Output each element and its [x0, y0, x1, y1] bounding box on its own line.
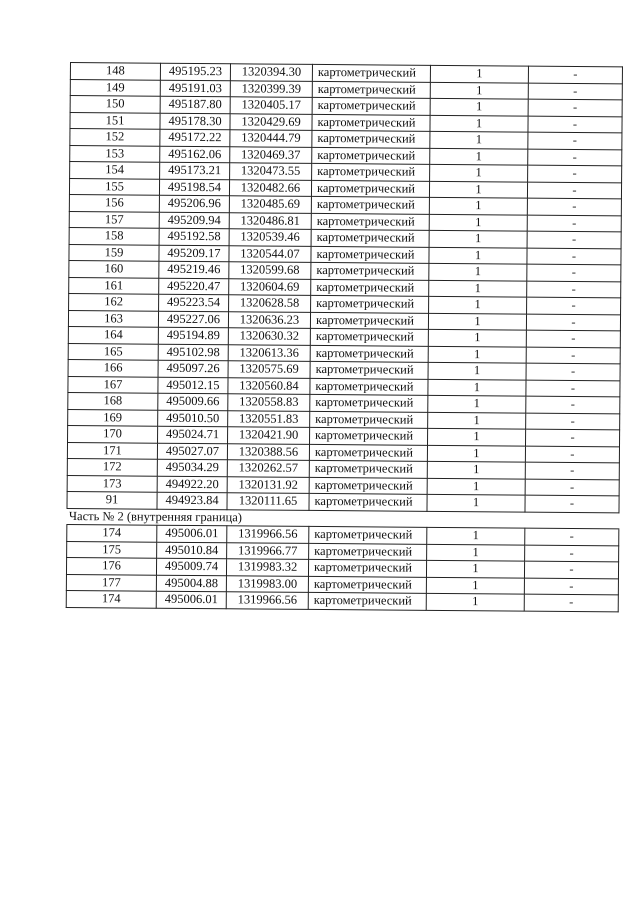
method-cell: картометрический: [311, 213, 429, 230]
description-cell: -: [528, 165, 622, 182]
x-coordinate-cell: 495034.29: [157, 459, 227, 476]
point-number-cell: 165: [68, 343, 158, 360]
method-cell: картометрический: [312, 114, 430, 131]
point-number-cell: 175: [67, 541, 157, 558]
description-cell: -: [526, 347, 620, 364]
x-coordinate-cell: 495009.66: [158, 393, 228, 410]
y-coordinate-cell: 1320482.66: [229, 179, 311, 196]
description-cell: -: [528, 149, 622, 166]
y-coordinate-cell: 1320544.07: [229, 245, 311, 262]
accuracy-cell: 1: [428, 379, 526, 396]
x-coordinate-cell: 495006.01: [156, 591, 226, 608]
description-cell: -: [526, 413, 620, 430]
y-coordinate-cell: 1320388.56: [227, 443, 309, 460]
method-cell: картометрический: [312, 64, 430, 81]
point-number-cell: 163: [68, 310, 158, 327]
point-number-cell: 159: [69, 244, 159, 261]
y-coordinate-cell: 1320628.58: [229, 295, 311, 312]
y-coordinate-cell: 1320613.36: [228, 344, 310, 361]
x-coordinate-cell: 495209.94: [159, 212, 229, 229]
y-coordinate-cell: 1320485.69: [229, 196, 311, 213]
x-coordinate-cell: 495162.06: [160, 146, 230, 163]
accuracy-cell: 1: [426, 560, 524, 577]
point-number-cell: 177: [66, 574, 156, 591]
point-number-cell: 157: [69, 211, 159, 228]
method-cell: картометрический: [308, 559, 426, 576]
point-number-cell: 155: [69, 178, 159, 195]
accuracy-cell: 1: [427, 494, 525, 511]
y-coordinate-cell: 1320131.92: [227, 476, 309, 493]
accuracy-cell: 1: [430, 98, 528, 115]
point-number-cell: 151: [70, 112, 160, 129]
method-cell: картометрический: [311, 279, 429, 296]
point-number-cell: 170: [68, 425, 158, 442]
description-cell: -: [525, 446, 619, 463]
accuracy-cell: 1: [430, 148, 528, 165]
y-coordinate-cell: 1320636.23: [228, 311, 310, 328]
y-coordinate-cell: 1320551.83: [228, 410, 310, 427]
accuracy-cell: 1: [427, 445, 525, 462]
y-coordinate-cell: 1320473.55: [230, 163, 312, 180]
point-number-cell: 173: [67, 475, 157, 492]
accuracy-cell: 1: [429, 214, 527, 231]
y-coordinate-cell: 1319966.56: [226, 592, 308, 609]
x-coordinate-cell: 495223.54: [159, 294, 229, 311]
accuracy-cell: 1: [427, 544, 525, 561]
accuracy-cell: 1: [429, 296, 527, 313]
x-coordinate-cell: 495009.74: [156, 558, 226, 575]
accuracy-cell: 1: [429, 263, 527, 280]
accuracy-cell: 1: [430, 82, 528, 99]
point-number-cell: 152: [70, 129, 160, 146]
method-cell: картометрический: [310, 312, 428, 329]
y-coordinate-cell: 1319983.00: [226, 575, 308, 592]
accuracy-cell: 1: [430, 115, 528, 132]
method-cell: картометрический: [309, 526, 427, 543]
method-cell: картометрический: [309, 543, 427, 560]
accuracy-cell: 1: [426, 577, 524, 594]
point-number-cell: 161: [69, 277, 159, 294]
y-coordinate-cell: 1320394.30: [230, 64, 312, 81]
accuracy-cell: 1: [428, 428, 526, 445]
description-cell: -: [526, 363, 620, 380]
point-number-cell: 166: [68, 359, 158, 376]
method-cell: картометрический: [310, 411, 428, 428]
coordinates-table: [66, 62, 623, 612]
x-coordinate-cell: 495192.58: [159, 228, 229, 245]
point-number-cell: 156: [69, 194, 159, 211]
accuracy-cell: 1: [428, 346, 526, 363]
x-coordinate-cell: 495227.06: [158, 311, 228, 328]
accuracy-cell: 1: [428, 313, 526, 330]
accuracy-cell: 1: [428, 329, 526, 346]
y-coordinate-cell: 1320604.69: [229, 278, 311, 295]
y-coordinate-cell: 1320469.37: [230, 146, 312, 163]
description-cell: -: [527, 248, 621, 265]
coordinates-document: [66, 62, 622, 612]
x-coordinate-cell: 495220.47: [159, 278, 229, 295]
point-number-cell: 149: [70, 79, 160, 96]
x-coordinate-cell: 495010.84: [157, 542, 227, 559]
description-cell: -: [526, 330, 620, 347]
method-cell: картометрический: [311, 229, 429, 246]
x-coordinate-cell: 495198.54: [159, 179, 229, 196]
method-cell: картометрический: [308, 592, 426, 609]
accuracy-cell: 1: [429, 247, 527, 264]
accuracy-cell: 1: [429, 280, 527, 297]
point-number-cell: 160: [69, 260, 159, 277]
x-coordinate-cell: 495178.30: [160, 113, 230, 130]
description-cell: -: [526, 314, 620, 331]
y-coordinate-cell: 1320399.39: [230, 80, 312, 97]
x-coordinate-cell: 495012.15: [158, 377, 228, 394]
description-cell: -: [527, 182, 621, 199]
x-coordinate-cell: 495024.71: [158, 426, 228, 443]
method-cell: картометрический: [309, 493, 427, 510]
x-coordinate-cell: 495010.50: [158, 410, 228, 427]
section-title: Часть № 2 (внутренняя граница): [67, 508, 619, 529]
y-coordinate-cell: 1319966.56: [227, 526, 309, 543]
y-coordinate-cell: 1320405.17: [230, 97, 312, 114]
method-cell: картометрический: [311, 246, 429, 263]
description-cell: -: [524, 561, 618, 578]
table-part-2: [66, 524, 619, 611]
accuracy-cell: 1: [428, 412, 526, 429]
y-coordinate-cell: 1320262.57: [227, 460, 309, 477]
y-coordinate-cell: 1320599.68: [229, 262, 311, 279]
point-number-cell: 172: [67, 458, 157, 475]
x-coordinate-cell: 494922.20: [157, 476, 227, 493]
x-coordinate-cell: 494923.84: [157, 492, 227, 509]
method-cell: картометрический: [310, 427, 428, 444]
description-cell: -: [525, 528, 619, 545]
method-cell: картометрический: [311, 180, 429, 197]
description-cell: -: [527, 198, 621, 215]
y-coordinate-cell: 1320111.65: [227, 493, 309, 510]
method-cell: картометрический: [310, 345, 428, 362]
x-coordinate-cell: 495195.23: [160, 63, 230, 80]
point-number-cell: 174: [66, 590, 156, 607]
point-number-cell: 168: [68, 392, 158, 409]
x-coordinate-cell: 495219.46: [159, 261, 229, 278]
method-cell: картометрический: [310, 328, 428, 345]
method-cell: картометрический: [310, 394, 428, 411]
accuracy-cell: 1: [429, 230, 527, 247]
accuracy-cell: 1: [427, 527, 525, 544]
y-coordinate-cell: 1320560.84: [228, 377, 310, 394]
y-coordinate-cell: 1319983.32: [226, 559, 308, 576]
point-number-cell: 169: [68, 409, 158, 426]
description-cell: -: [528, 99, 622, 116]
x-coordinate-cell: 495173.21: [160, 162, 230, 179]
x-coordinate-cell: 495027.07: [157, 443, 227, 460]
description-cell: -: [528, 83, 622, 100]
accuracy-cell: 1: [429, 181, 527, 198]
point-number-cell: 150: [70, 96, 160, 113]
x-coordinate-cell: 495209.17: [159, 245, 229, 262]
y-coordinate-cell: 1320575.69: [228, 361, 310, 378]
method-cell: картометрический: [308, 576, 426, 593]
point-number-cell: 162: [69, 293, 159, 310]
accuracy-cell: 1: [428, 395, 526, 412]
accuracy-cell: 1: [428, 362, 526, 379]
method-cell: картометрический: [311, 196, 429, 213]
point-number-cell: 164: [68, 326, 158, 343]
description-cell: -: [528, 66, 622, 83]
method-cell: картометрический: [309, 444, 427, 461]
x-coordinate-cell: 495172.22: [160, 129, 230, 146]
point-number-cell: 153: [70, 145, 160, 162]
method-cell: картометрический: [310, 361, 428, 378]
x-coordinate-cell: 495006.01: [157, 525, 227, 542]
method-cell: картометрический: [309, 460, 427, 477]
y-coordinate-cell: 1320539.46: [229, 229, 311, 246]
x-coordinate-cell: 495102.98: [158, 344, 228, 361]
description-cell: -: [524, 594, 618, 611]
method-cell: картометрический: [312, 163, 430, 180]
description-cell: -: [526, 429, 620, 446]
description-cell: -: [527, 231, 621, 248]
point-number-cell: 158: [69, 227, 159, 244]
y-coordinate-cell: 1320486.81: [229, 212, 311, 229]
point-number-cell: 174: [67, 524, 157, 541]
accuracy-cell: 1: [430, 65, 528, 82]
point-number-cell: 91: [67, 491, 157, 508]
accuracy-cell: 1: [429, 197, 527, 214]
description-cell: -: [527, 264, 621, 281]
description-cell: -: [528, 132, 622, 149]
description-cell: -: [527, 215, 621, 232]
accuracy-cell: 1: [430, 164, 528, 181]
table-row: [66, 590, 618, 611]
y-coordinate-cell: 1320421.90: [228, 427, 310, 444]
method-cell: картометрический: [310, 378, 428, 395]
method-cell: картометрический: [312, 97, 430, 114]
point-number-cell: 171: [67, 442, 157, 459]
y-coordinate-cell: 1320444.79: [230, 130, 312, 147]
method-cell: картометрический: [311, 262, 429, 279]
accuracy-cell: 1: [427, 461, 525, 478]
method-cell: картометрический: [312, 81, 430, 98]
description-cell: -: [525, 495, 619, 512]
y-coordinate-cell: 1320429.69: [230, 113, 312, 130]
x-coordinate-cell: 495194.89: [158, 327, 228, 344]
description-cell: -: [527, 281, 621, 298]
x-coordinate-cell: 495004.88: [156, 575, 226, 592]
description-cell: -: [527, 297, 621, 314]
x-coordinate-cell: 495191.03: [160, 80, 230, 97]
description-cell: -: [524, 578, 618, 595]
description-cell: -: [526, 380, 620, 397]
accuracy-cell: 1: [426, 593, 524, 610]
description-cell: -: [526, 396, 620, 413]
method-cell: картометрический: [312, 130, 430, 147]
point-number-cell: 176: [66, 557, 156, 574]
accuracy-cell: 1: [427, 478, 525, 495]
x-coordinate-cell: 495187.80: [160, 96, 230, 113]
point-number-cell: 148: [70, 63, 160, 80]
description-cell: -: [528, 116, 622, 133]
method-cell: картометрический: [311, 295, 429, 312]
table-part-1: [67, 63, 622, 513]
y-coordinate-cell: 1319966.77: [227, 542, 309, 559]
x-coordinate-cell: 495097.26: [158, 360, 228, 377]
x-coordinate-cell: 495206.96: [159, 195, 229, 212]
method-cell: картометрический: [309, 477, 427, 494]
description-cell: -: [525, 462, 619, 479]
description-cell: -: [525, 479, 619, 496]
point-number-cell: 154: [70, 162, 160, 179]
accuracy-cell: 1: [430, 131, 528, 148]
point-number-cell: 167: [68, 376, 158, 393]
y-coordinate-cell: 1320630.32: [228, 328, 310, 345]
y-coordinate-cell: 1320558.83: [228, 394, 310, 411]
method-cell: картометрический: [312, 147, 430, 164]
description-cell: -: [525, 545, 619, 562]
